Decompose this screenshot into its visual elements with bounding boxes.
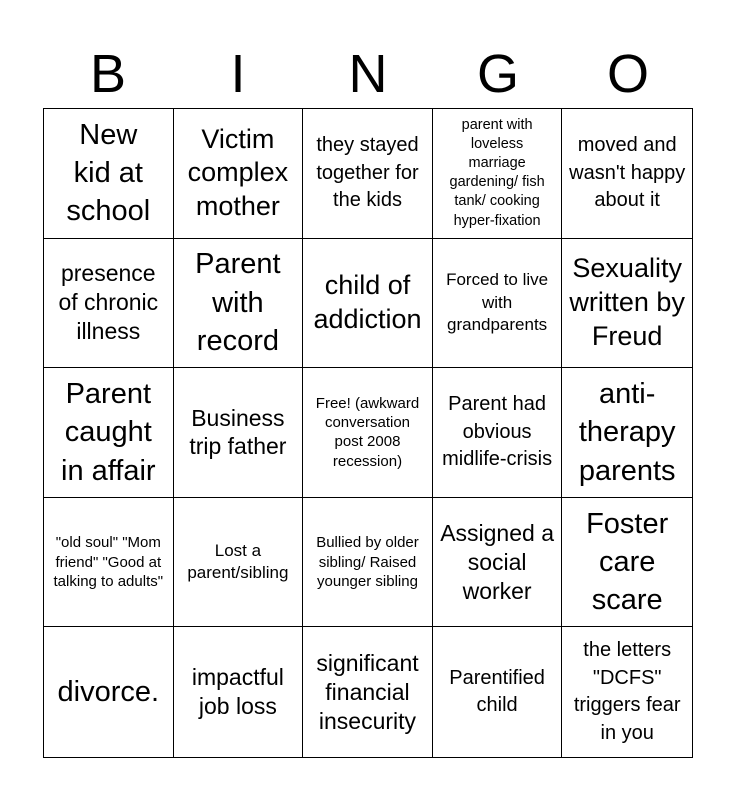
cell-text: anti-therapy parents (578, 378, 676, 487)
header-letter-n: N (348, 44, 388, 104)
cell-text: "old soul" "Mom friend" "Good at talking to adults" (53, 534, 164, 590)
bingo-cell-r1-c4[interactable] (433, 109, 563, 239)
bingo-header (43, 40, 693, 108)
bingo-cell-r1-c5[interactable] (562, 109, 692, 239)
bingo-cell-r5-c4[interactable] (433, 627, 563, 757)
cell-text: the letters "DCFS" triggers fear in you (573, 639, 681, 744)
bingo-cell-r3-c1[interactable] (44, 368, 174, 498)
bingo-cell-r1-c2[interactable] (174, 109, 304, 239)
cell-text: Parent had obvious midlife-crisis (442, 393, 553, 471)
cell-text: Assigned a social worker (440, 519, 554, 604)
bingo-cell-r2-c3[interactable] (303, 239, 433, 369)
bingo-cell-r2-c5[interactable] (562, 239, 692, 369)
cell-text: New kid at school (66, 118, 151, 228)
cell-text: Lost a parent/sibling (187, 540, 289, 583)
cell-text: child of addiction (313, 270, 422, 334)
header-letter-g: G (476, 44, 519, 104)
bingo-cell-r2-c2[interactable] (174, 239, 304, 369)
cell-text: Parent with record (195, 248, 281, 358)
cell-text: Bullied by older sibling/ Raised younger sibling (316, 534, 419, 590)
bingo-cell-r5-c3[interactable] (303, 627, 433, 757)
cell-text: divorce. (57, 676, 160, 709)
header-letter-i: I (230, 44, 246, 104)
bingo-cell-r2-c4[interactable] (433, 239, 563, 369)
bingo-board (43, 108, 693, 758)
cell-text: Forced to live with grandparents (446, 270, 549, 335)
cell-text: parent with loveless marriage gardening/ fish tank/ cooking hyper-fixation (449, 116, 545, 229)
bingo-cell-r3-c3[interactable] (303, 368, 433, 498)
cell-text: Business trip father (189, 404, 287, 460)
bingo-cell-r1-c1[interactable] (44, 109, 174, 239)
header-letter-b: B (89, 44, 127, 104)
cell-text: moved and wasn't happy about it (569, 133, 686, 212)
cell-text: Foster care scare (586, 507, 669, 617)
cell-text: Parentified child (449, 666, 545, 717)
bingo-cell-r5-c5[interactable] (562, 627, 692, 757)
cell-text: presence of chronic illness (58, 260, 159, 345)
bingo-cell-r4-c3[interactable] (303, 498, 433, 628)
bingo-cell-r4-c4[interactable] (433, 498, 563, 628)
cell-text: Sexuality written by Freud (569, 253, 685, 351)
cell-text: impactful job loss (191, 664, 284, 720)
bingo-cell-r1-c3[interactable] (303, 109, 433, 239)
bingo-cell-r5-c1[interactable] (44, 627, 174, 757)
bingo-cell-r4-c5[interactable] (562, 498, 692, 628)
bingo-cell-r3-c2[interactable] (174, 368, 304, 498)
cell-text: significant financial insecurity (316, 649, 419, 734)
header-letter-o: O (606, 44, 649, 104)
cell-text: Victim complex mother (187, 123, 289, 222)
bingo-cell-r2-c1[interactable] (44, 239, 174, 369)
bingo-cell-r4-c2[interactable] (174, 498, 304, 628)
cell-text: Parent caught in affair (61, 378, 156, 487)
cell-text: Free! (awkward conversation post 2008 recession) (315, 395, 420, 470)
bingo-cell-r5-c2[interactable] (174, 627, 304, 757)
bingo-cell-r3-c5[interactable] (562, 368, 692, 498)
bingo-cell-r3-c4[interactable] (433, 368, 563, 498)
cell-text: they stayed together for the kids (316, 133, 419, 212)
bingo-cell-r4-c1[interactable] (44, 498, 174, 628)
